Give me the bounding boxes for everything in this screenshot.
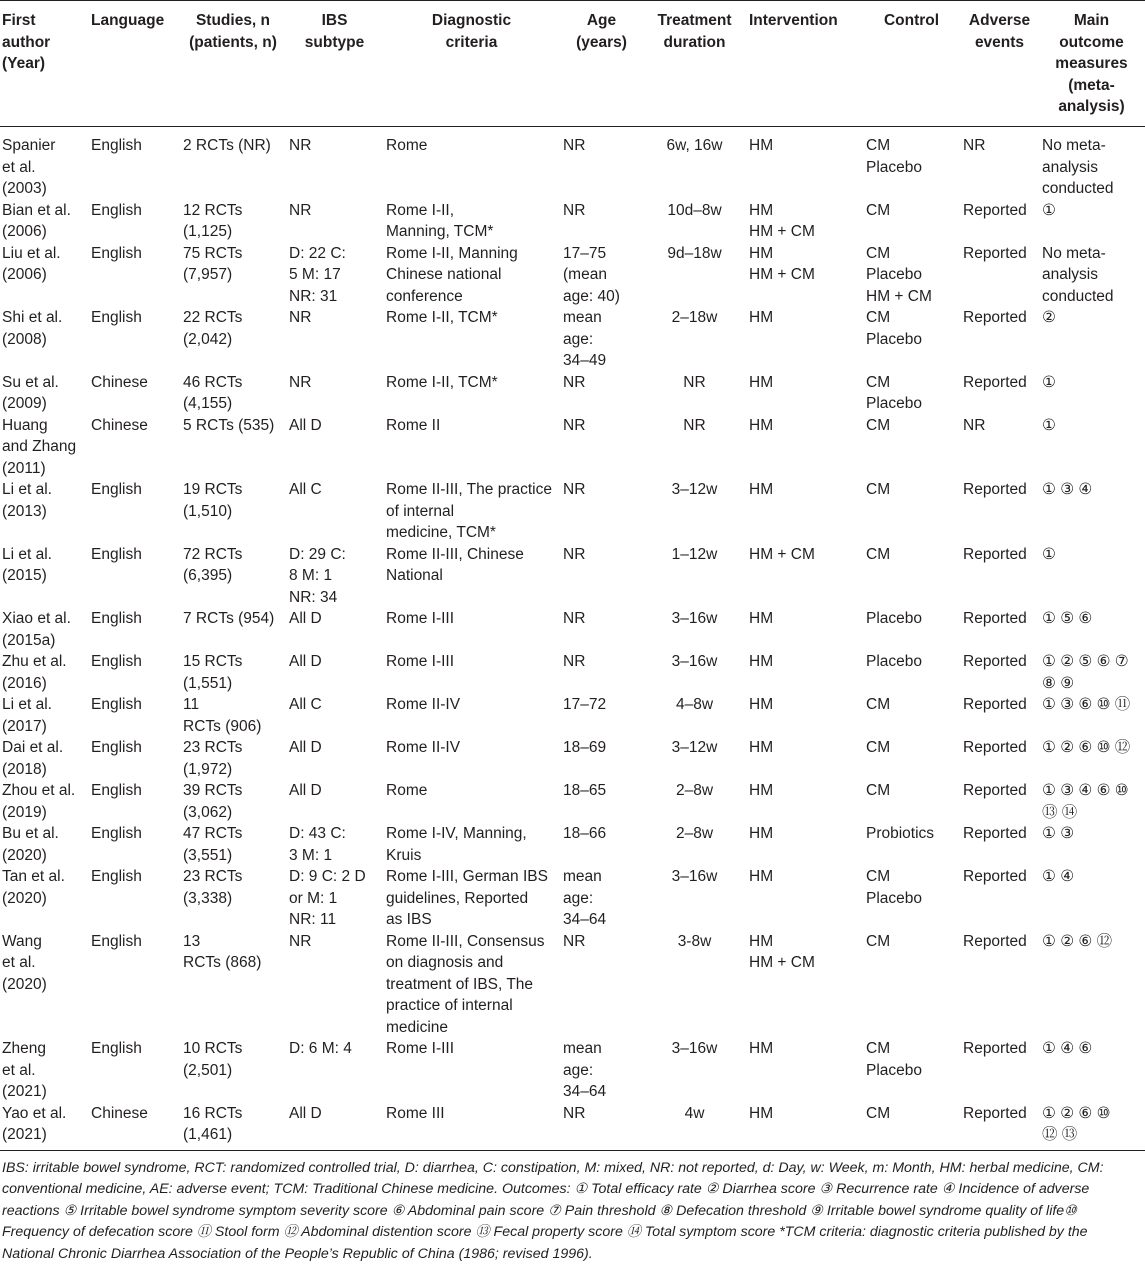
cell-duration: NR (644, 372, 747, 415)
cell-control: Placebo (864, 651, 961, 694)
cell-studies: 7 RCTs (954) (181, 608, 287, 651)
table-row (0, 307, 1145, 372)
cell-adverse: Reported (961, 823, 1040, 866)
cell-outcomes: ① ③ ④ (1040, 479, 1145, 544)
cell-adverse: Reported (961, 608, 1040, 651)
cell-intervention: HM (747, 307, 864, 372)
column-header-age: Age (years) (561, 1, 644, 127)
cell-studies: 72 RCTs (6,395) (181, 544, 287, 609)
cell-criteria: Rome III (384, 1103, 561, 1151)
cell-duration: 1–12w (644, 544, 747, 609)
cell-duration: 9d–18w (644, 243, 747, 308)
cell-language: English (89, 544, 181, 609)
cell-studies: 19 RCTs (1,510) (181, 479, 287, 544)
cell-studies: 39 RCTs (3,062) (181, 780, 287, 823)
cell-adverse: NR (961, 415, 1040, 480)
cell-control: CM (864, 1103, 961, 1151)
cell-outcomes: ① (1040, 372, 1145, 415)
cell-studies: 22 RCTs (2,042) (181, 307, 287, 372)
cell-criteria: Rome I-III, German IBS guidelines, Reported as IBS (384, 866, 561, 931)
cell-duration: 10d–8w (644, 200, 747, 243)
cell-outcomes: ① ③ (1040, 823, 1145, 866)
cell-author: Yao et al. (2021) (0, 1103, 89, 1151)
cell-language: Chinese (89, 415, 181, 480)
cell-intervention: HM (747, 651, 864, 694)
cell-age: NR (561, 127, 644, 200)
cell-age: 17–75 (mean age: 40) (561, 243, 644, 308)
cell-language: English (89, 694, 181, 737)
cell-duration: 3–16w (644, 608, 747, 651)
table-row (0, 1038, 1145, 1103)
cell-language: Chinese (89, 372, 181, 415)
cell-studies: 16 RCTs (1,461) (181, 1103, 287, 1151)
cell-outcomes: ① ④ (1040, 866, 1145, 931)
cell-age: 17–72 (561, 694, 644, 737)
cell-language: English (89, 931, 181, 1039)
cell-age: 18–69 (561, 737, 644, 780)
table-row (0, 823, 1145, 866)
cell-criteria: Rome II-III, The practice of internal medicine, TCM* (384, 479, 561, 544)
cell-adverse: Reported (961, 544, 1040, 609)
cell-language: English (89, 651, 181, 694)
cell-duration: 4–8w (644, 694, 747, 737)
cell-criteria: Rome I-II, Manning, TCM* (384, 200, 561, 243)
cell-adverse: Reported (961, 307, 1040, 372)
cell-outcomes: ① ⑤ ⑥ (1040, 608, 1145, 651)
cell-outcomes: ① (1040, 544, 1145, 609)
cell-control: CM (864, 737, 961, 780)
cell-studies: 12 RCTs (1,125) (181, 200, 287, 243)
cell-author: Li et al. (2013) (0, 479, 89, 544)
cell-author: Spanier et al. (2003) (0, 127, 89, 200)
cell-age: NR (561, 415, 644, 480)
cell-outcomes: ① ③ ④ ⑥ ⑩ ⑬ ⑭ (1040, 780, 1145, 823)
cell-criteria: Rome (384, 127, 561, 200)
cell-duration: 3–12w (644, 737, 747, 780)
cell-age: NR (561, 544, 644, 609)
table-row (0, 694, 1145, 737)
cell-author: Liu et al. (2006) (0, 243, 89, 308)
cell-control: CM (864, 479, 961, 544)
cell-age: NR (561, 200, 644, 243)
cell-age: mean age: 34–64 (561, 1038, 644, 1103)
cell-author: Huang and Zhang (2011) (0, 415, 89, 480)
cell-control: CM Placebo (864, 1038, 961, 1103)
cell-language: English (89, 823, 181, 866)
cell-intervention: HM (747, 1103, 864, 1151)
cell-language: Chinese (89, 1103, 181, 1151)
cell-duration: 3–16w (644, 866, 747, 931)
cell-subtype: NR (287, 127, 384, 200)
cell-intervention: HM (747, 415, 864, 480)
cell-language: English (89, 307, 181, 372)
cell-criteria: Rome I-III (384, 651, 561, 694)
cell-subtype: All D (287, 415, 384, 480)
cell-criteria: Rome I-II, TCM* (384, 372, 561, 415)
column-header-outcomes: Main outcome measures (meta- analysis) (1040, 1, 1145, 127)
cell-subtype: All C (287, 479, 384, 544)
cell-outcomes: ① ④ ⑥ (1040, 1038, 1145, 1103)
cell-criteria: Rome II-III, Consensus on diagnosis and treatment of IBS, The practice of internal medicine (384, 931, 561, 1039)
cell-author: Zheng et al. (2021) (0, 1038, 89, 1103)
table-row (0, 737, 1145, 780)
cell-control: CM Placebo (864, 372, 961, 415)
cell-duration: 6w, 16w (644, 127, 747, 200)
cell-intervention: HM (747, 823, 864, 866)
cell-outcomes: ① ② ⑥ ⑩ ⑫ (1040, 737, 1145, 780)
table-body (0, 127, 1145, 1151)
table-row (0, 866, 1145, 931)
cell-duration: 2–8w (644, 780, 747, 823)
cell-subtype: All C (287, 694, 384, 737)
cell-age: NR (561, 372, 644, 415)
cell-language: English (89, 866, 181, 931)
cell-language: English (89, 608, 181, 651)
cell-subtype: All D (287, 1103, 384, 1151)
cell-author: Tan et al. (2020) (0, 866, 89, 931)
cell-criteria: Rome I-III (384, 608, 561, 651)
cell-criteria: Rome I-II, TCM* (384, 307, 561, 372)
cell-author: Bu et al. (2020) (0, 823, 89, 866)
cell-adverse: Reported (961, 694, 1040, 737)
cell-control: CM (864, 780, 961, 823)
cell-language: English (89, 200, 181, 243)
column-header-studies: Studies, n (patients, n) (181, 1, 287, 127)
cell-criteria: Rome I-IV, Manning, Kruis (384, 823, 561, 866)
cell-author: Xiao et al. (2015a) (0, 608, 89, 651)
table-row (0, 651, 1145, 694)
cell-control: CM (864, 415, 961, 480)
cell-age: NR (561, 651, 644, 694)
cell-subtype: NR (287, 372, 384, 415)
cell-studies: 13 RCTs (868) (181, 931, 287, 1039)
cell-language: English (89, 479, 181, 544)
cell-age: NR (561, 1103, 644, 1151)
cell-subtype: NR (287, 200, 384, 243)
cell-subtype: D: 29 C: 8 M: 1 NR: 34 (287, 544, 384, 609)
table-header (0, 1, 1145, 127)
cell-subtype: NR (287, 307, 384, 372)
cell-subtype: All D (287, 737, 384, 780)
column-header-criteria: Diagnostic criteria (384, 1, 561, 127)
cell-language: English (89, 780, 181, 823)
cell-intervention: HM (747, 866, 864, 931)
cell-author: Bian et al. (2006) (0, 200, 89, 243)
cell-outcomes: ② (1040, 307, 1145, 372)
cell-intervention: HM (747, 127, 864, 200)
cell-adverse: Reported (961, 479, 1040, 544)
cell-outcomes: ① ② ⑥ ⑫ (1040, 931, 1145, 1039)
cell-outcomes: No meta- analysis conducted (1040, 127, 1145, 200)
cell-subtype: D: 9 C: 2 D or M: 1 NR: 11 (287, 866, 384, 931)
cell-author: Li et al. (2015) (0, 544, 89, 609)
cell-intervention: HM (747, 1038, 864, 1103)
column-header-intervention: Intervention (747, 1, 864, 127)
cell-adverse: Reported (961, 372, 1040, 415)
cell-author: Li et al. (2017) (0, 694, 89, 737)
column-header-duration: Treatment duration (644, 1, 747, 127)
cell-subtype: D: 6 M: 4 (287, 1038, 384, 1103)
cell-language: English (89, 1038, 181, 1103)
cell-intervention: HM + CM (747, 544, 864, 609)
cell-duration: 3–16w (644, 1038, 747, 1103)
column-header-control: Control (864, 1, 961, 127)
cell-adverse: Reported (961, 243, 1040, 308)
cell-duration: 3–16w (644, 651, 747, 694)
cell-intervention: HM HM + CM (747, 931, 864, 1039)
cell-criteria: Rome I-II, Manning Chinese national conference (384, 243, 561, 308)
table-row (0, 544, 1145, 609)
cell-author: Dai et al. (2018) (0, 737, 89, 780)
cell-outcomes: ① (1040, 200, 1145, 243)
cell-adverse: Reported (961, 1103, 1040, 1151)
cell-studies: 15 RCTs (1,551) (181, 651, 287, 694)
cell-language: English (89, 243, 181, 308)
cell-adverse: Reported (961, 200, 1040, 243)
cell-age: NR (561, 931, 644, 1039)
column-header-adverse: Adverse events (961, 1, 1040, 127)
cell-author: Shi et al. (2008) (0, 307, 89, 372)
cell-adverse: Reported (961, 1038, 1040, 1103)
cell-subtype: D: 43 C: 3 M: 1 (287, 823, 384, 866)
cell-age: NR (561, 479, 644, 544)
cell-control: CM Placebo (864, 866, 961, 931)
cell-duration: 2–18w (644, 307, 747, 372)
table-row (0, 372, 1145, 415)
cell-age: NR (561, 608, 644, 651)
cell-subtype: All D (287, 780, 384, 823)
cell-outcomes: No meta- analysis conducted (1040, 243, 1145, 308)
cell-language: English (89, 737, 181, 780)
cell-studies: 75 RCTs (7,957) (181, 243, 287, 308)
cell-studies: 47 RCTs (3,551) (181, 823, 287, 866)
cell-control: CM Placebo (864, 127, 961, 200)
cell-duration: 2–8w (644, 823, 747, 866)
cell-intervention: HM (747, 780, 864, 823)
cell-intervention: HM HM + CM (747, 243, 864, 308)
cell-author: Su et al. (2009) (0, 372, 89, 415)
cell-author: Zhu et al. (2016) (0, 651, 89, 694)
table-row (0, 200, 1145, 243)
cell-studies: 23 RCTs (1,972) (181, 737, 287, 780)
table-row (0, 780, 1145, 823)
cell-author: Zhou et al. (2019) (0, 780, 89, 823)
cell-criteria: Rome II (384, 415, 561, 480)
cell-control: CM (864, 200, 961, 243)
cell-author: Wang et al. (2020) (0, 931, 89, 1039)
table-row (0, 931, 1145, 1039)
table-row (0, 243, 1145, 308)
cell-criteria: Rome II-IV (384, 737, 561, 780)
cell-criteria: Rome I-III (384, 1038, 561, 1103)
cell-control: Placebo (864, 608, 961, 651)
cell-outcomes: ① ③ ⑥ ⑩ ⑪ (1040, 694, 1145, 737)
cell-control: CM Placebo (864, 307, 961, 372)
cell-outcomes: ① ② ⑥ ⑩ ⑫ ⑬ (1040, 1103, 1145, 1151)
table-row (0, 127, 1145, 200)
cell-language: English (89, 127, 181, 200)
cell-intervention: HM HM + CM (747, 200, 864, 243)
cell-criteria: Rome II-IV (384, 694, 561, 737)
cell-criteria: Rome II-III, Chinese National (384, 544, 561, 609)
table-row (0, 479, 1145, 544)
cell-duration: 3–12w (644, 479, 747, 544)
cell-studies: 23 RCTs (3,338) (181, 866, 287, 931)
cell-subtype: NR (287, 931, 384, 1039)
cell-adverse: Reported (961, 651, 1040, 694)
column-header-subtype: IBS subtype (287, 1, 384, 127)
table-row (0, 608, 1145, 651)
cell-adverse: Reported (961, 931, 1040, 1039)
cell-outcomes: ① (1040, 415, 1145, 480)
cell-control: CM Placebo HM + CM (864, 243, 961, 308)
cell-intervention: HM (747, 479, 864, 544)
cell-duration: 4w (644, 1103, 747, 1151)
cell-adverse: Reported (961, 780, 1040, 823)
cell-outcomes: ① ② ⑤ ⑥ ⑦ ⑧ ⑨ (1040, 651, 1145, 694)
table-row (0, 1103, 1145, 1151)
cell-duration: 3-8w (644, 931, 747, 1039)
table-row (0, 415, 1145, 480)
cell-adverse: Reported (961, 866, 1040, 931)
table-footnote: IBS: irritable bowel syndrome, RCT: randomized controlled trial, D: diarrhea, C: constipation, M: mixed, NR: not reported, d: Day, w: Week, m: Month, HM: herbal medicine, CM: conventional medicine, AE: adverse event; TCM: Traditional Chinese medicine. Outcomes: ① Total efficacy rate ② Diarrhea score ③ Recurrence rate ④ Incidence of adverse reactions ⑤ Irritable bowel syndrome symptom severity score ⑥ Abdominal pain score ⑦ Pain threshold ⑧ Defecation threshold ⑨ Irritable bowel syndrome quality of life⑩ Frequency of defecation score ⑪ Stool form ⑫ Abdominal distention score ⑬ Fecal property score ⑭ Total symptom score *TCM criteria: diagnostic criteria published by the National Chronic Diarrhea Association of the People’s Republic of China (1986; revised 1996). (0, 1151, 1136, 1265)
cell-adverse: NR (961, 127, 1040, 200)
cell-criteria: Rome (384, 780, 561, 823)
cell-age: 18–66 (561, 823, 644, 866)
cell-studies: 5 RCTs (535) (181, 415, 287, 480)
cell-intervention: HM (747, 372, 864, 415)
cell-studies: 46 RCTs (4,155) (181, 372, 287, 415)
cell-age: 18–65 (561, 780, 644, 823)
cell-control: CM (864, 544, 961, 609)
column-header-language: Language (89, 1, 181, 127)
header-row (0, 1, 1145, 127)
cell-studies: 11 RCTs (906) (181, 694, 287, 737)
cell-intervention: HM (747, 737, 864, 780)
cell-adverse: Reported (961, 737, 1040, 780)
column-header-author: First author (Year) (0, 1, 89, 127)
cell-control: CM (864, 931, 961, 1039)
cell-subtype: All D (287, 651, 384, 694)
cell-control: Probiotics (864, 823, 961, 866)
cell-intervention: HM (747, 694, 864, 737)
cell-control: CM (864, 694, 961, 737)
cell-age: mean age: 34–64 (561, 866, 644, 931)
cell-studies: 2 RCTs (NR) (181, 127, 287, 200)
cell-duration: NR (644, 415, 747, 480)
cell-subtype: D: 22 C: 5 M: 17 NR: 31 (287, 243, 384, 308)
cell-subtype: All D (287, 608, 384, 651)
cell-studies: 10 RCTs (2,501) (181, 1038, 287, 1103)
cell-age: mean age: 34–49 (561, 307, 644, 372)
cell-intervention: HM (747, 608, 864, 651)
